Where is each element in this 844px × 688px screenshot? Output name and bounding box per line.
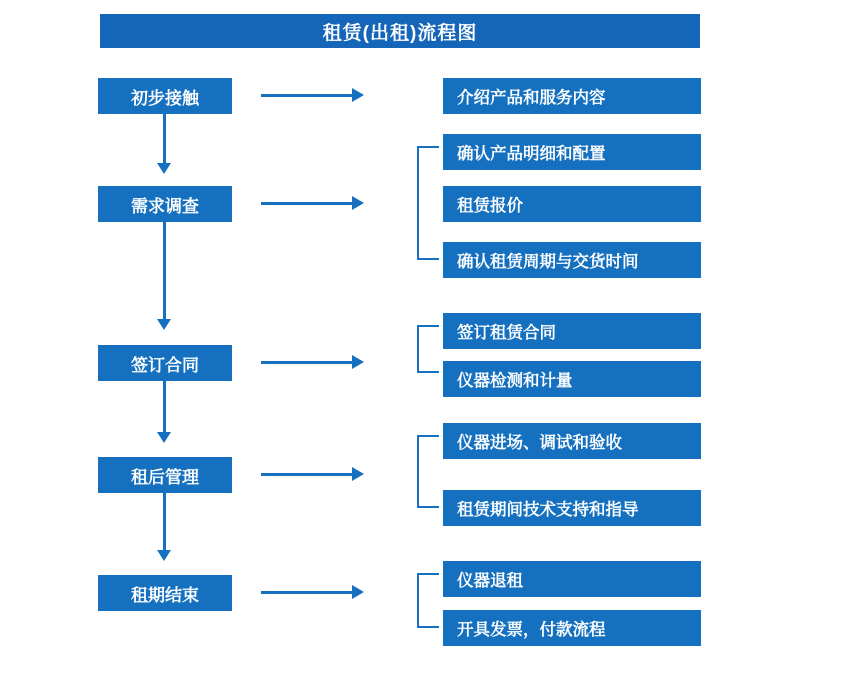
detail-box[interactable]: 租赁报价 <box>443 186 701 222</box>
group-bracket <box>417 573 439 628</box>
detail-box[interactable]: 仪器进场、调试和验收 <box>443 423 701 459</box>
horizontal-arrow-head-icon <box>352 467 364 481</box>
vertical-arrow-line <box>163 381 166 433</box>
step-box[interactable]: 租后管理 <box>98 457 232 493</box>
vertical-arrow-line <box>163 222 166 320</box>
detail-box[interactable]: 开具发票，付款流程 <box>443 610 701 646</box>
group-bracket <box>417 325 439 373</box>
horizontal-arrow-line <box>261 202 353 205</box>
horizontal-arrow-line <box>261 473 353 476</box>
vertical-arrow-line <box>163 114 166 164</box>
step-box[interactable]: 需求调查 <box>98 186 232 222</box>
detail-box[interactable]: 仪器检测和计量 <box>443 361 701 397</box>
vertical-arrow-line <box>163 493 166 551</box>
vertical-arrow-head-icon <box>157 432 171 443</box>
horizontal-arrow-head-icon <box>352 88 364 102</box>
group-bracket <box>417 435 439 508</box>
horizontal-arrow-line <box>261 361 353 364</box>
detail-box[interactable]: 租赁期间技术支持和指导 <box>443 490 701 526</box>
vertical-arrow-head-icon <box>157 550 171 561</box>
step-box[interactable]: 签订合同 <box>98 345 232 381</box>
vertical-arrow-head-icon <box>157 163 171 174</box>
horizontal-arrow-head-icon <box>352 355 364 369</box>
horizontal-arrow-head-icon <box>352 585 364 599</box>
horizontal-arrow-line <box>261 94 353 97</box>
page-title: 租赁(出租)流程图 <box>100 14 700 48</box>
horizontal-arrow-line <box>261 591 353 594</box>
detail-box[interactable]: 确认租赁周期与交货时间 <box>443 242 701 278</box>
detail-box[interactable]: 确认产品明细和配置 <box>443 134 701 170</box>
step-box[interactable]: 租期结束 <box>98 575 232 611</box>
detail-box[interactable]: 介绍产品和服务内容 <box>443 78 701 114</box>
detail-box[interactable]: 仪器退租 <box>443 561 701 597</box>
group-bracket <box>417 146 439 260</box>
detail-box[interactable]: 签订租赁合同 <box>443 313 701 349</box>
vertical-arrow-head-icon <box>157 319 171 330</box>
horizontal-arrow-head-icon <box>352 196 364 210</box>
step-box[interactable]: 初步接触 <box>98 78 232 114</box>
